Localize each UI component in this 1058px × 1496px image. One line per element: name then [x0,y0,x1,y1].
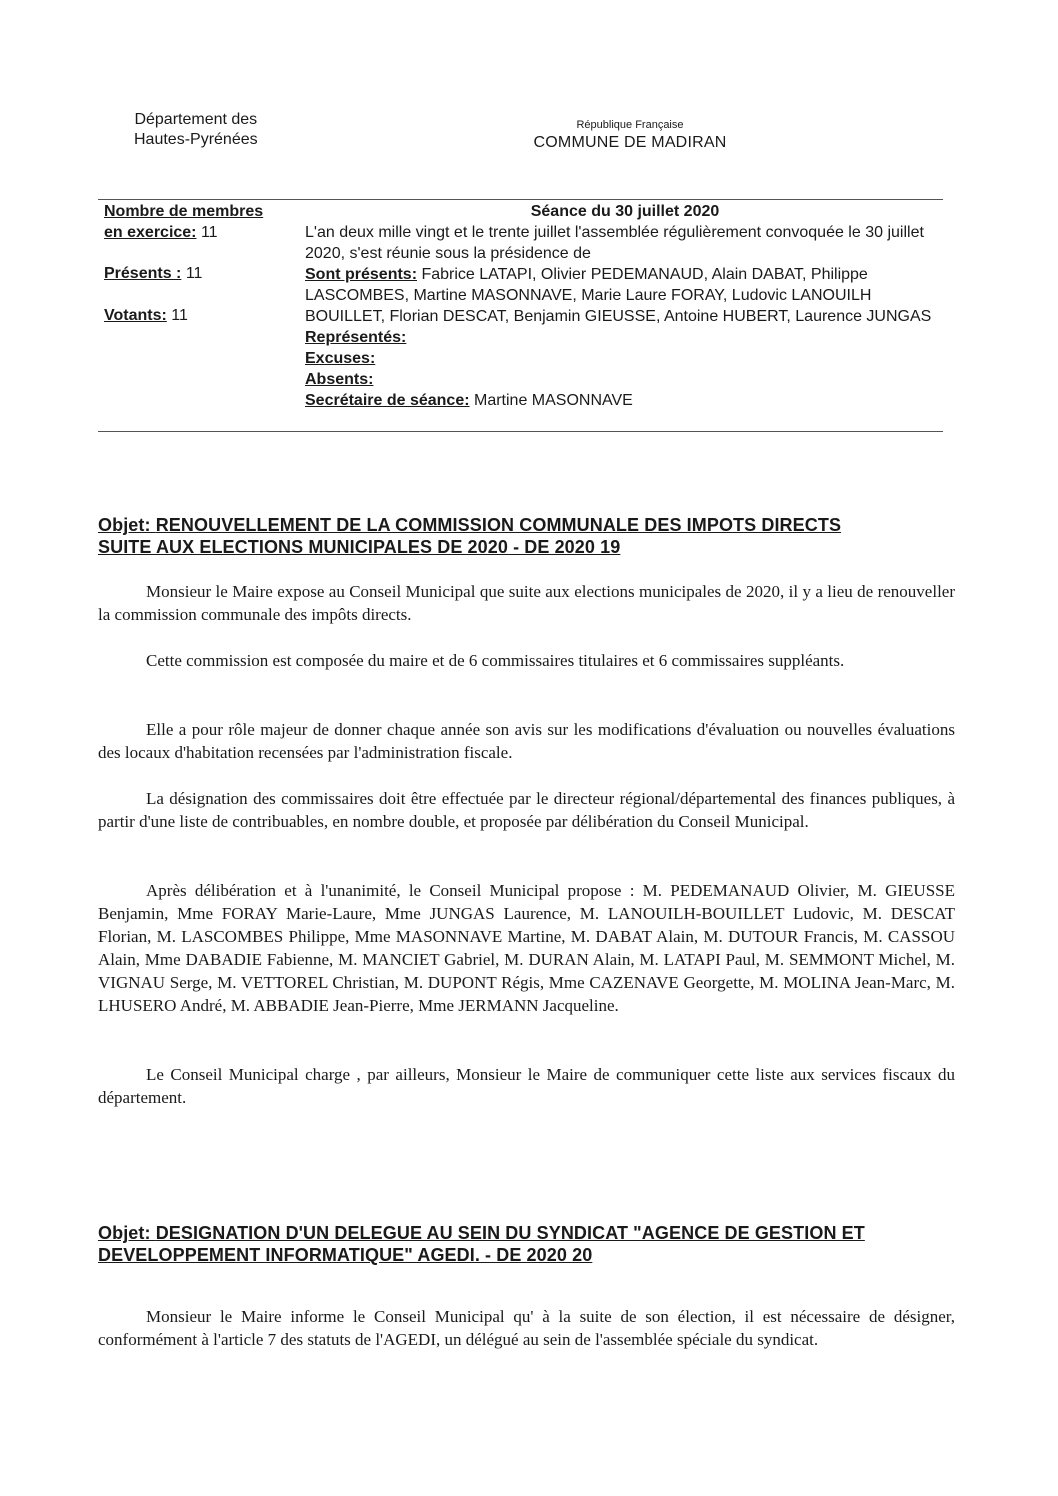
object1-paragraph-text: Le Conseil Municipal charge , par ailleurs, Monsieur le Maire de communiquer cette liste aux services fiscaux du département. [98,1065,955,1107]
department-line-1: Département des [134,111,258,128]
presents-list [305,264,945,327]
secretaire-value: Martine MASONNAVE [469,392,633,409]
object2-prefix: Objet: [98,1223,156,1243]
object1-paragraph-text: Après délibération et à l'unanimité, le Conseil Municipal propose : M. PEDEMANAUD Olivier, M. GIEUSSE Benjamin, Mme FORAY Marie-Laure, Mme JUNGAS Laurence, M. LANOUILH-BOUILLET Ludovic, M. DESCAT Florian, M. LASCOMBES Philippe, Mme MASONNAVE Martine, M. DABAT Alain, M. DUTOUR Francis, M. CASSOU Alain, Mme DABADIE Fabienne, M. MANCIET Gabriel, M. DURAN Alain, M. LATAPI Paul, M. SEMMONT Michel, M. VIGNAU Serge, M. VETTOREL Christian, M. DUPONT Régis, Mme CAZENAVE Georgette, M. MOLINA Jean-Marc, M. LHUSERO André, M. ABBADIE Jean-Pierre, Mme JERMANN Jacqueline. [98,881,955,1015]
object1-paragraph-text: La désignation des commissaires doit être effectuée par le directeur régional/départemental des finances publiques, à partir d'une liste de contribuables, en nombre double, et proposée par délibération du Conseil Municipal. [98,789,955,831]
object1-paragraph [98,787,955,833]
exercice-row [104,222,218,243]
exercice-value: 11 [196,224,218,241]
object2-paragraph-text: Monsieur le Maire informe le Conseil Municipal qu' à la suite de son élection, il est nécessaire de désigner, conformément à l'article 7 des statuts de l'AGEDI, un délégué au sein de l'assemblée spéciale du syndicat. [98,1307,955,1349]
object2-title-1: DESIGNATION D'UN DELEGUE AU SEIN DU SYNDICAT "AGENCE DE GESTION ET [155,1223,865,1243]
secretaire-label: Secrétaire de séance: [305,392,470,409]
presents-label: Présents : [104,265,182,282]
votants-label: Votants: [104,307,167,324]
seance-intro: L'an deux mille vingt et le trente juillet l'assemblée régulièrement convoquée le 30 juillet 2020, s'est réunie sous la présidence de [305,224,924,262]
object1-paragraph-text: Elle a pour rôle majeur de donner chaque année son avis sur les modifications d'évaluation ou nouvelles évaluations des locaux d'habitation recensées par l'administration fiscale. [98,720,955,762]
object1-paragraph [98,649,955,672]
commune-header [520,118,740,154]
object1-heading [98,514,841,558]
excuses-label: Excuses: [305,350,376,367]
absents-label: Absents: [305,371,374,388]
table-bottom-rule [98,431,943,432]
object1-paragraph [98,1063,955,1109]
object1-paragraph-text: Cette commission est composée du maire et de 6 commissaires titulaires et 6 commissaires suppléants. [146,651,845,670]
object1-line-1 [98,514,841,536]
object1-paragraph [98,718,955,764]
exercice-label: en exercice: [104,224,197,241]
object1-prefix: Objet: [98,515,156,535]
presents-list-names: Fabrice LATAPI, Olivier PEDEMANAUD, Alain DABAT, Philippe LASCOMBES, Martine MASONNAVE, Marie Laure FORAY, Ludovic LANOUILH BOUILLET, Florian DESCAT, Benjamin GIEUSSE, Antoine HUBERT, Laurence JUNGAS [305,266,932,325]
object2-title-2: DEVELOPPEMENT INFORMATIQUE" AGEDI. - DE 2020 20 [98,1245,593,1265]
members-label: Nombre de membres [104,203,264,220]
presents-list-label: Sont présents: [305,266,418,283]
seance-title: Séance du 30 juillet 2020 [530,203,720,220]
presents-row [104,263,202,284]
representes-row [305,327,945,348]
votants-value: 11 [166,307,188,324]
department-line-2: Hautes-Pyrénées [134,131,258,148]
object1-paragraph [98,879,955,1017]
object1-title-2: SUITE AUX ELECTIONS MUNICIPALES DE 2020 - DE 2020 19 [98,537,621,557]
department-header [134,110,258,150]
absents-row [305,369,945,390]
table-top-rule [98,199,943,200]
representes-label: Représentés: [305,329,407,346]
object1-title-1: RENOUVELLEMENT DE LA COMMISSION COMMUNALE DES IMPOTS DIRECTS [155,515,842,535]
presents-value: 11 [181,265,203,282]
object1-paragraph-text: Monsieur le Maire expose au Conseil Municipal que suite aux elections municipales de 2020, il y a lieu de renouveller la commission communale des impôts directs. [98,582,955,624]
object2-line-1 [98,1222,865,1244]
secretaire-row [305,390,945,411]
object2-heading [98,1222,865,1266]
commune-name: COMMUNE DE MADIRAN [533,134,727,151]
members-heading [104,201,263,222]
object1-paragraph [98,580,955,626]
republic-label: République Française [576,119,684,131]
excuses-row [305,348,945,369]
seance-column [305,201,945,411]
votants-row [104,305,188,326]
object2-paragraph [98,1305,955,1351]
